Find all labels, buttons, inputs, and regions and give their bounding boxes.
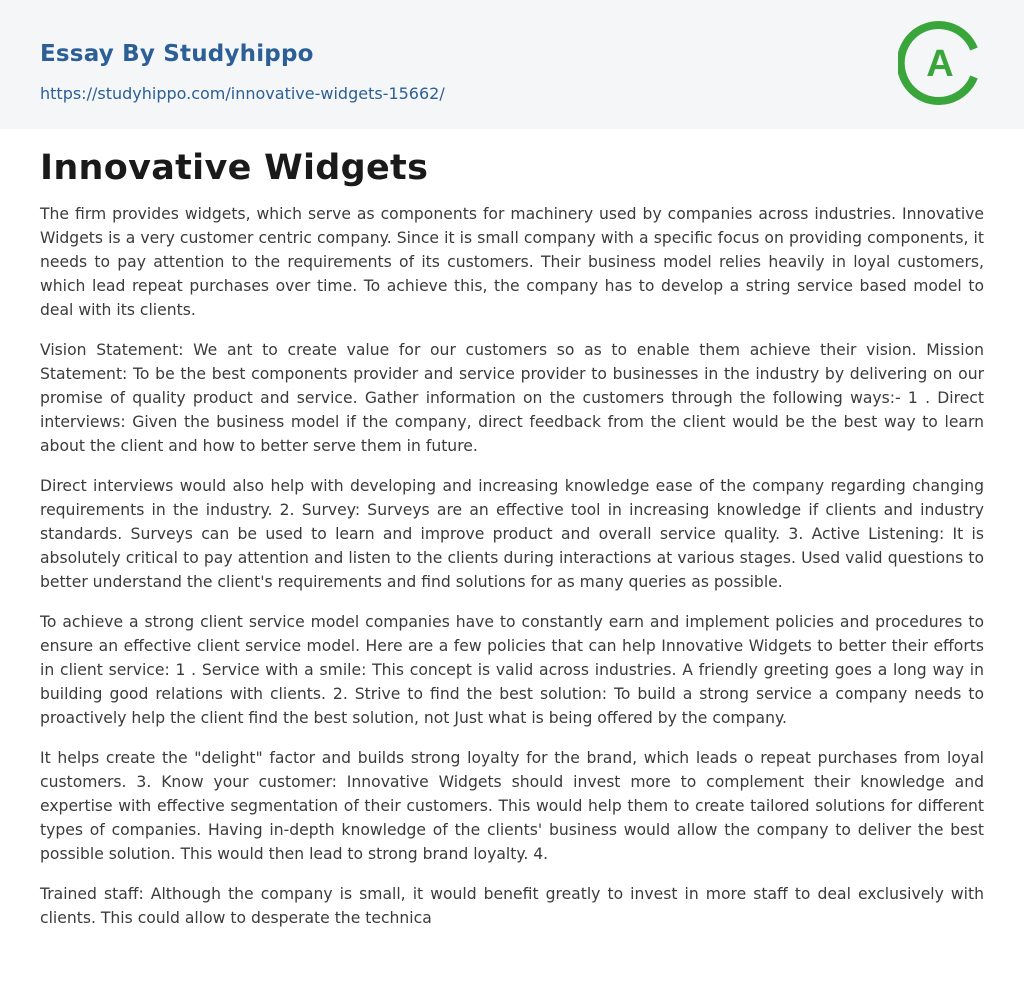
source-url-link[interactable]: https://studyhippo.com/innovative-widgets-15662/ xyxy=(40,84,445,103)
article-paragraph: It helps create the "delight" factor and builds strong loyalty for the brand, which leads o repeat purchases from loyal customers. 3. Know your customer: Innovative Widgets should invest more to complement their knowledge and expertise with effective segmentation of their customers. This would help them to create tailored solutions for different types of companies. Having in-depth knowledge of the clients' business would allow the company to deliver the best possible solution. This would then lead to strong brand loyalty. 4. xyxy=(40,749,984,863)
logo-ring xyxy=(898,19,986,107)
site-header xyxy=(0,0,1024,129)
article-paragraph: Vision Statement: We ant to create value for our customers so as to enable them achieve their vision. Mission Statement: To be the best components provider and service provider to businesses in the industry by delivering on our promise of quality product and service. Gather information on the customers through the following ways:- 1 . Direct interviews: Given the business model if the company, direct feedback from the client would be the best way to learn about the client and how to better serve them in future. xyxy=(40,341,984,455)
article-paragraph: Direct interviews would also help with developing and increasing knowledge ease of the company regarding changing requirements in the industry. 2. Survey: Surveys are an effective tool in increasing knowledge if clients and industry standards. Surveys can be used to learn and improve product and overall service quality. 3. Active Listening: It is absolutely critical to pay attention and listen to the clients during interactions at various stages. Used valid questions to better understand the client's requirements and find solutions for as many queries as possible. xyxy=(40,477,984,591)
article-paragraph: The firm provides widgets, which serve as components for machinery used by companies across industries. Innovative Widgets is a very customer centric company. Since it is small company with a specific focus on providing components, it needs to pay attention to the requirements of its customers. Their business model relies heavily in loyal customers, which lead repeat purchases over time. To achieve this, the company has to develop a string service based model to deal with its clients. xyxy=(40,205,984,319)
article-paragraph: To achieve a strong client service model companies have to constantly earn and implement policies and procedures to ensure an effective client service model. Here are a few policies that can help Innovative Widgets to better their efforts in client service: 1 . Service with a smile: This concept is valid across industries. A friendly greeting goes a long way in building good relations with clients. 2. Strive to find the best solution: To build a strong service a company needs to proactively help the client find the best solution, not Just what is being offered by the company. xyxy=(40,613,984,727)
article xyxy=(40,129,984,930)
studyhippo-logo-icon[interactable] xyxy=(898,19,986,107)
logo-letter: A xyxy=(926,43,954,85)
page-title: Innovative Widgets xyxy=(40,148,429,188)
brand-title[interactable]: Essay By Studyhippo xyxy=(40,41,314,67)
article-paragraph: Trained staff: Although the company is small, it would benefit greatly to invest in more staff to deal exclusively with clients. This could allow to desperate the technica xyxy=(40,885,984,927)
